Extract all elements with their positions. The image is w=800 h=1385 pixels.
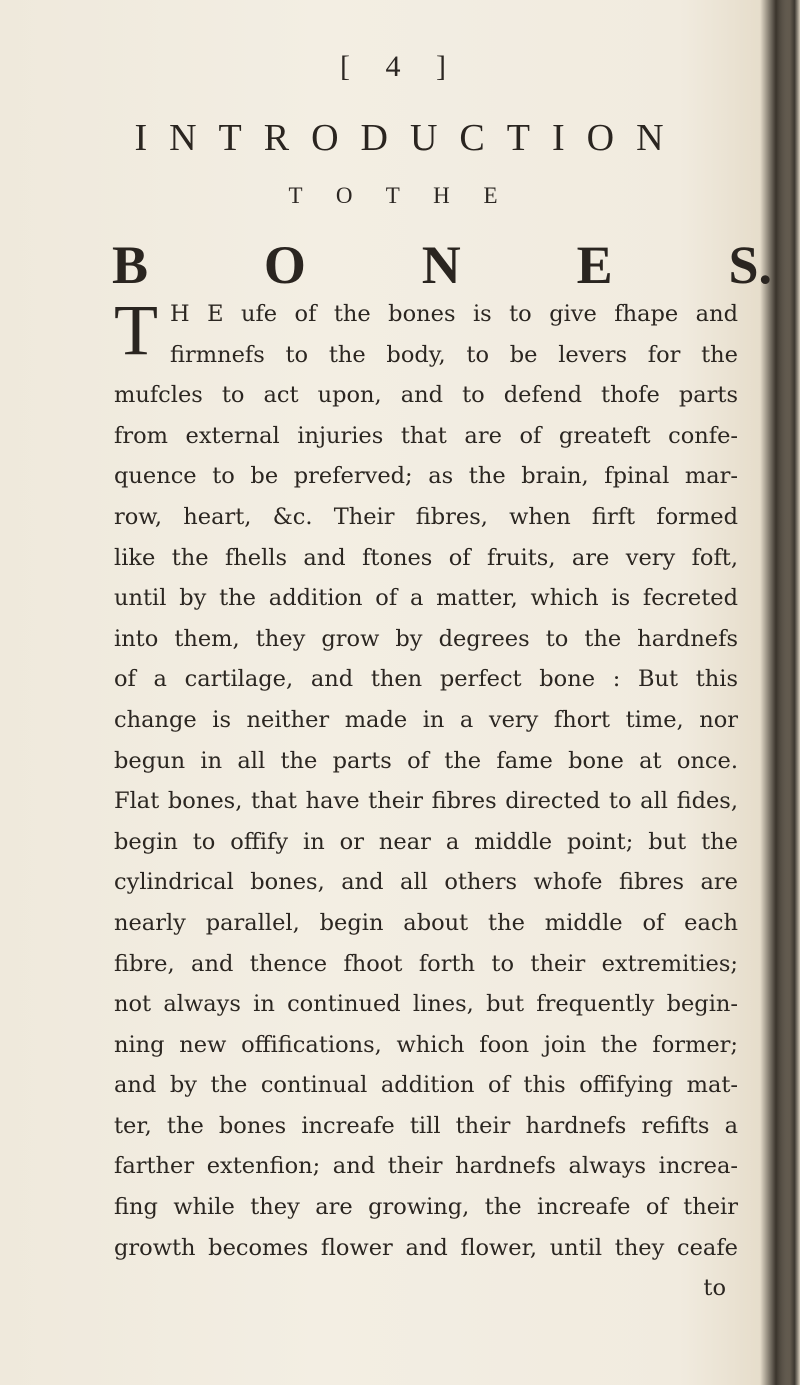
text-line: until by the addition of a matter, which is fecreted bbox=[114, 585, 738, 612]
body-paragraph bbox=[114, 290, 738, 1309]
text-line: begun in all the parts of the fame bone at once. bbox=[114, 747, 738, 774]
heading-bones-letter: B bbox=[112, 235, 149, 295]
text-line: mufcles to act upon, and to defend thofe parts bbox=[114, 382, 738, 409]
drop-cap: T bbox=[114, 290, 158, 370]
text-line: begin to offify in or near a middle point; but the bbox=[114, 828, 738, 855]
text-line: fibre, and thence fhoot forth to their extremities; bbox=[114, 950, 738, 977]
text-line: firmnefs to the body, to be levers for the bbox=[170, 341, 738, 368]
text-line: fing while they are growing, the increafe of their bbox=[114, 1194, 738, 1221]
text-line: like the fhells and ftones of fruits, are very foft, bbox=[114, 544, 738, 571]
text-line: and by the continual addition of this offifying mat- bbox=[114, 1072, 738, 1099]
heading-to-the: T O T H E bbox=[288, 183, 512, 208]
heading-bones-letter: O bbox=[263, 235, 306, 295]
page-number: [ 4 ] bbox=[340, 50, 460, 83]
text-line: ning new offifications, which foon join the former; bbox=[114, 1031, 738, 1058]
text-line: quence to be preferved; as the brain, fpinal mar- bbox=[114, 463, 738, 490]
text-line: not always in continued lines, but frequently begin- bbox=[114, 991, 738, 1018]
text-line: ter, the bones increafe till their hardnefs refifts a bbox=[114, 1112, 738, 1139]
text-line: farther extenfion; and their hardnefs always increa- bbox=[114, 1153, 738, 1180]
heading-bones-letter: E bbox=[576, 235, 613, 295]
text-line: row, heart, &c. Their fibres, when firft formed bbox=[114, 503, 738, 530]
text-line: of a cartilage, and then perfect bone : But this bbox=[114, 666, 738, 693]
text-line: nearly parallel, begin about the middle of each bbox=[114, 909, 738, 936]
text-line: from external injuries that are of greateft confe- bbox=[114, 422, 738, 449]
text-line: Flat bones, that have their fibres directed to all fides, bbox=[114, 788, 738, 815]
text-line: into them, they grow by degrees to the hardnefs bbox=[114, 625, 738, 652]
text-line: change is neither made in a very fhort time, nor bbox=[114, 706, 738, 733]
text-line: growth becomes flower and flower, until they ceafe bbox=[114, 1234, 738, 1261]
text-line: cylindrical bones, and all others whofe fibres are bbox=[114, 869, 738, 896]
heading-bones bbox=[112, 234, 772, 296]
text-line: H E ufe of the bones is to give fhape and bbox=[170, 301, 738, 327]
heading-introduction: INTRODUCTION bbox=[134, 117, 686, 159]
heading-bones-letter: N bbox=[421, 235, 461, 295]
heading-bones-letter: S. bbox=[728, 235, 772, 295]
catchword: to bbox=[703, 1275, 726, 1302]
